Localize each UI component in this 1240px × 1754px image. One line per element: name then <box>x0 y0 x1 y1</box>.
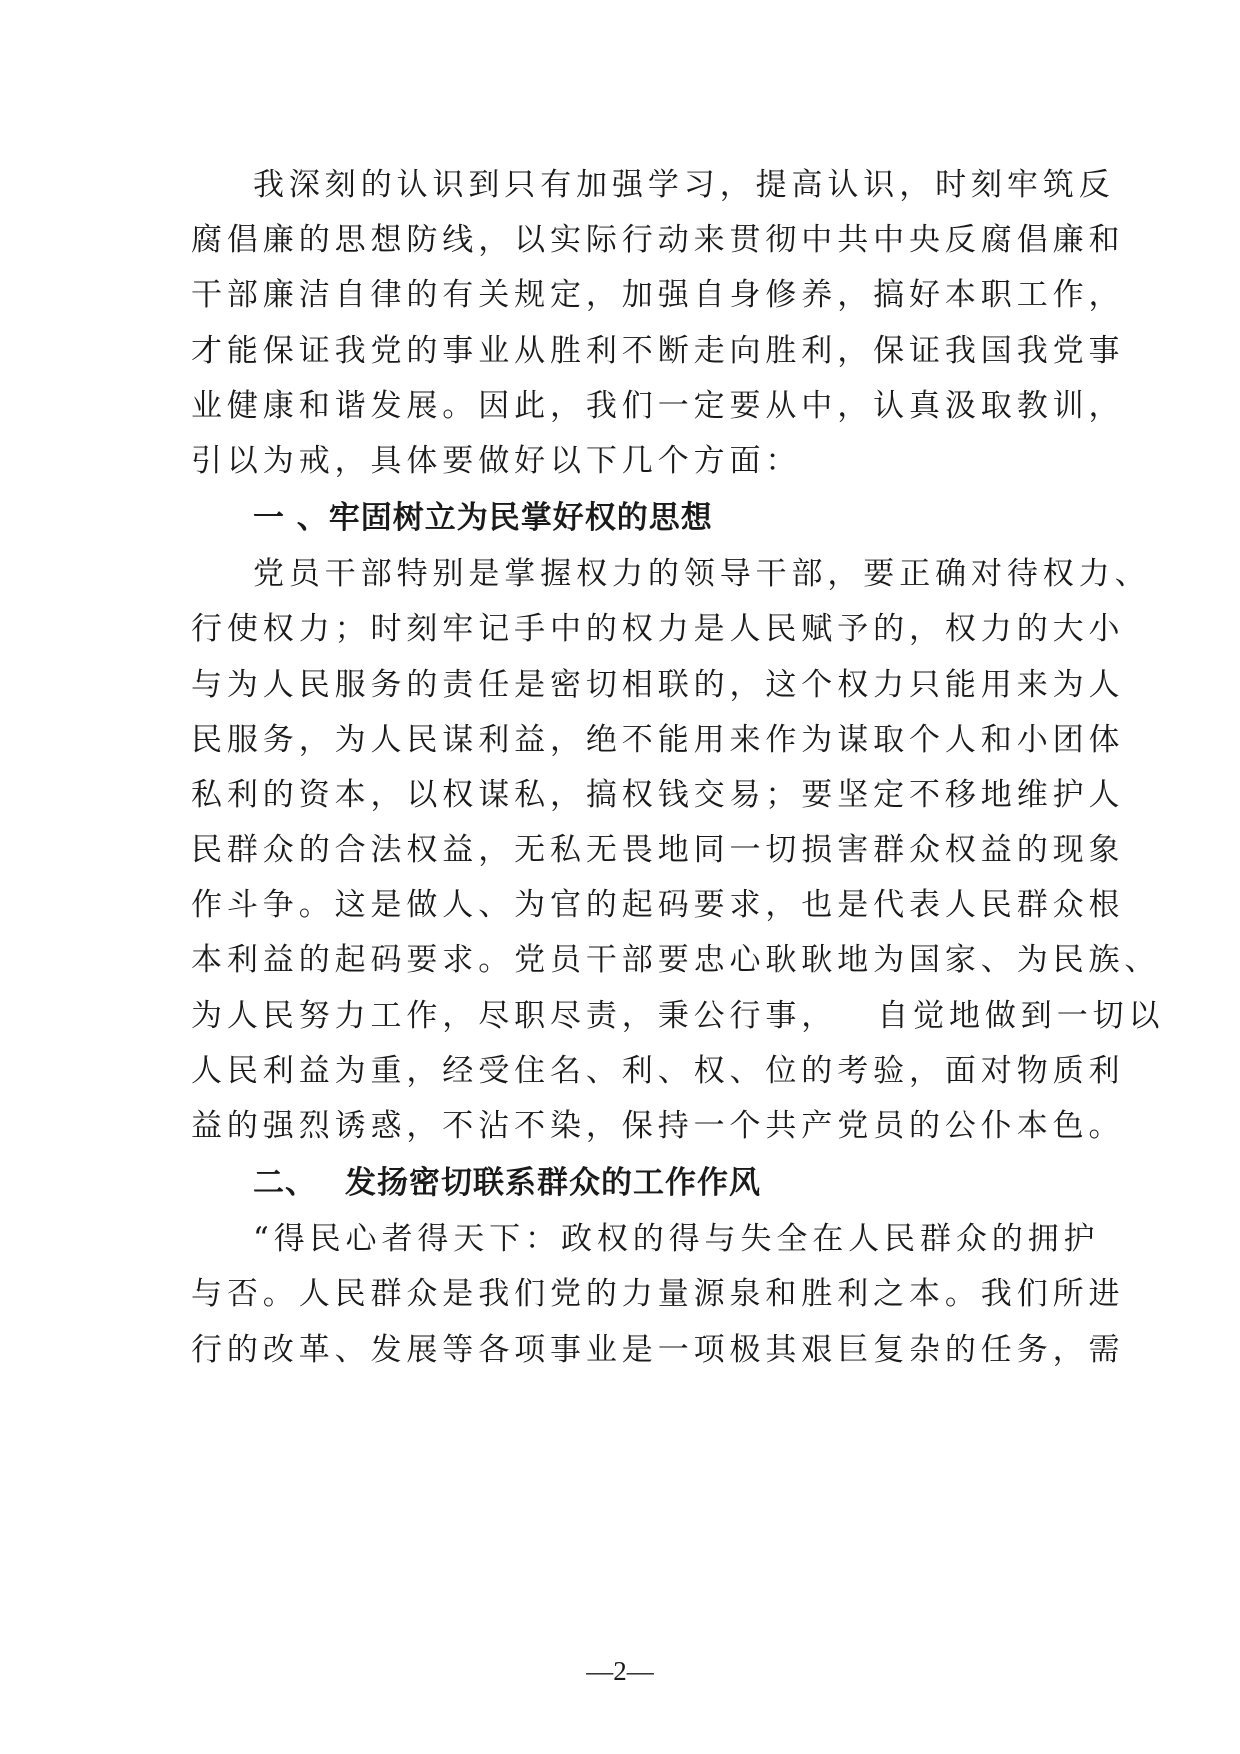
section-title: 发扬密切联系群众的工作作风 <box>345 1165 761 1202</box>
paragraph-line: 民群众的合法权益，无私无畏地同一切损害群众权益的现象 <box>191 832 1125 869</box>
paragraph-1 <box>191 158 1125 489</box>
paragraph-3 <box>191 1212 1125 1378</box>
paragraph-line <box>191 989 1165 1044</box>
document-body <box>191 158 1165 1378</box>
paragraph-line: 私利的资本，以权谋私，搞权钱交易；要坚定不移地维护人 <box>191 776 1125 813</box>
paragraph-line-tail: 自觉地做到一切以 <box>877 997 1165 1034</box>
page-number: —2— <box>586 1656 654 1686</box>
paragraph-line: 业健康和谐发展。因此，我们一定要从中，认真汲取教训， <box>191 387 1125 424</box>
section-heading-1 <box>191 489 1061 547</box>
paragraph-line: 引以为戒，具体要做好以下几个方面： <box>191 442 802 479</box>
paragraph-line: 与为人民服务的责任是密切相联的，这个权力只能用来为人 <box>191 666 1125 703</box>
paragraph-line: 干部廉洁自律的有关规定，加强自身修养，搞好本职工作， <box>191 277 1125 314</box>
paragraph-line: 人民利益为重，经受住名、利、权、位的考验，面对物质利 <box>191 1052 1125 1089</box>
paragraph-line-head: 为人民努力工作，尽职尽责，秉公行事， <box>191 997 838 1034</box>
paragraph-line: 与否。人民群众是我们党的力量源泉和胜利之本。我们所进 <box>191 1276 1125 1313</box>
paragraph-line: 作斗争。这是做人、为官的起码要求，也是代表人民群众根 <box>191 887 1125 924</box>
paragraph-line: 行使权力；时刻牢记手中的权力是人民赋予的，权力的大小 <box>191 611 1125 648</box>
paragraph-line: 腐倡廉的思想防线，以实际行动来贯彻中共中央反腐倡廉和 <box>191 222 1125 259</box>
paragraph-line: 党员干部特别是掌握权力的领导干部，要正确对待权力、 <box>253 556 1151 593</box>
section-number: 二、 <box>253 1165 317 1202</box>
paragraph-line: 本利益的起码要求。党员干部要忠心耿耿地为国家、为民族、 <box>191 942 1161 979</box>
paragraph-2 <box>191 547 1165 1154</box>
paragraph-line: “得民心者得天下：政权的得与失全在人民群众的拥护 <box>253 1221 1100 1258</box>
paragraph-line: 才能保证我党的事业从胜利不断走向胜利，保证我国我党事 <box>191 332 1125 369</box>
paragraph-line: 行的改革、发展等各项事业是一项极其艰巨复杂的任务，需 <box>191 1331 1125 1368</box>
section-title: 牢固树立为民掌好权的思想 <box>328 500 713 537</box>
paragraph-line: 民服务，为人民谋利益，绝不能用来作为谋取个人和小团体 <box>191 721 1125 758</box>
section-number: 一 、 <box>253 500 329 537</box>
paragraph-line: 我深刻的认识到只有加强学习，提高认识，时刻牢筑反 <box>253 167 1115 203</box>
section-heading-2 <box>191 1154 1061 1212</box>
paragraph-line: 益的强烈诱惑，不沾不染，保持一个共产党员的公仆本色。 <box>191 1108 1125 1144</box>
